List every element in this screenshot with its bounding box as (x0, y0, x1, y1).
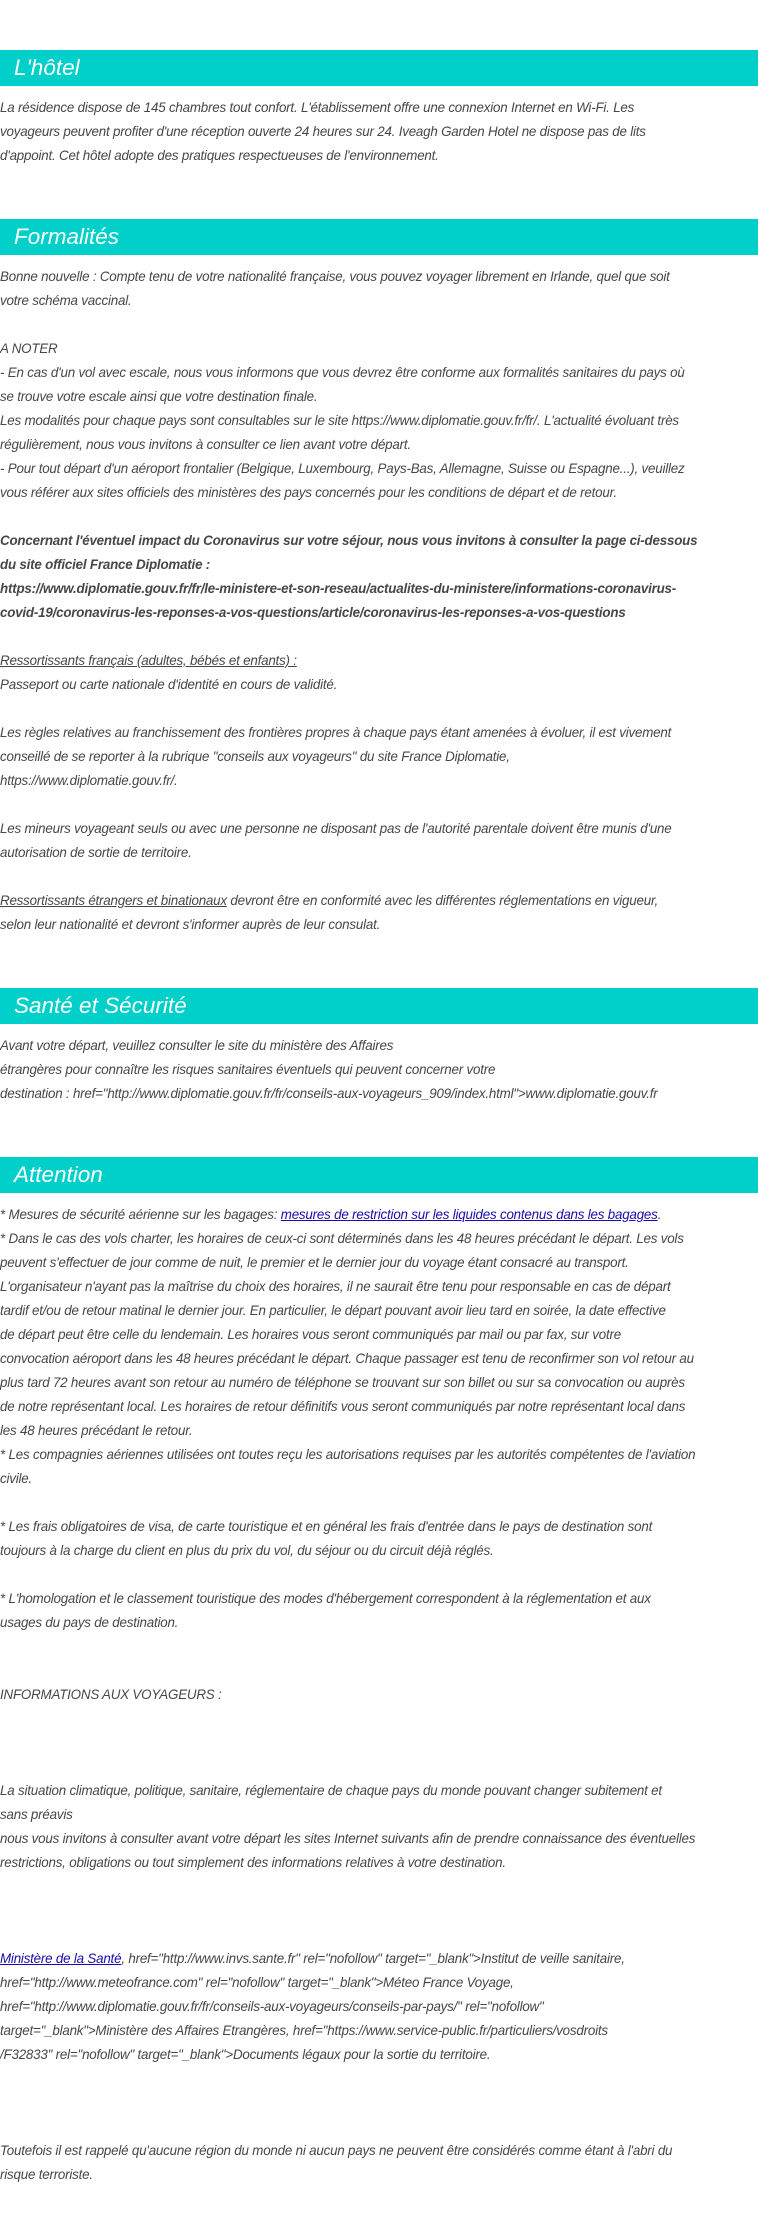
text-line: d'appoint. Cet hôtel adopte des pratiques respectueuses de l'environnement. (0, 148, 439, 163)
text-line: autorisation de sortie de territoire. (0, 845, 192, 860)
ministere-sante-link[interactable]: Ministère de la Santé (0, 1951, 122, 1966)
text-line: les 48 heures précédant le retour. (0, 1423, 193, 1438)
text-line: Les modalités pour chaque pays sont consultables sur le site https://www.diplomatie.gouv.fr/fr/. L'actualité évoluant très (0, 413, 679, 428)
text-line: /F32833" rel="nofollow" target="_blank">Documents légaux pour la sortie du territoire. (0, 2047, 491, 2062)
section-attention (0, 1157, 758, 2187)
text-span: * Mesures de sécurité aérienne sur les bagages: (0, 1207, 281, 1222)
text-line: de départ peut être celle du lendemain. Les horaires vous seront communiqués par mail ou par fax, sur votre (0, 1327, 621, 1342)
links-line (0, 1947, 758, 1971)
text-line: Passeport ou carte nationale d'identité en cours de validité. (0, 677, 338, 692)
text-line: L'organisateur n'ayant pas la maîtrise du choix des horaires, il ne saurait être tenu pour responsable en cas de départ (0, 1279, 671, 1294)
section-hotel (0, 50, 758, 168)
covid-notice-line: covid-19/coronavirus-les-reponses-a-vos-questions/article/coronavirus-les-reponses-a-vos-questions (0, 605, 626, 620)
text-line: votre schéma vaccinal. (0, 293, 132, 308)
covid-notice-line: du site officiel France Diplomatie : (0, 557, 211, 572)
liquides-restriction-link[interactable]: mesures de restriction sur les liquides contenus dans les bagages (280, 1207, 658, 1222)
text-line: toujours à la charge du client en plus du prix du vol, du séjour ou du circuit déjà réglés. (0, 1543, 494, 1558)
text-line: vous référer aux sites officiels des ministères des pays concernés pour les conditions de départ et de retour. (0, 485, 617, 500)
text-line: conseillé de se reporter à la rubrique "conseils aux voyageurs" du site France Diplomatie, (0, 749, 510, 764)
text-line: Avant votre départ, veuillez consulter le site du ministère des Affaires (0, 1038, 394, 1053)
text-line: plus tard 72 heures avant son retour au numéro de téléphone se trouvant sur son billet ou sur sa convocation ou auprès (0, 1375, 685, 1390)
ressortissants-francais-heading: Ressortissants français (adultes, bébés et enfants) : (0, 653, 297, 668)
text-line: usages du pays de destination. (0, 1615, 179, 1630)
covid-notice-line: Concernant l'éventuel impact du Coronavirus sur votre séjour, nous vous invitons à consulter la page ci-dessous (0, 533, 698, 548)
text-line: civile. (0, 1471, 33, 1486)
text-line: La résidence dispose de 145 chambres tout confort. L'établissement offre une connexion Internet en Wi-Fi. Les (0, 100, 635, 115)
text-line: href="http://www.diplomatie.gouv.fr/fr/conseils-aux-voyageurs/conseils-par-pays/" rel="nofollow" (0, 1999, 544, 2014)
section-formalites (0, 219, 758, 937)
text-line: étrangères pour connaître les risques sanitaires éventuels qui peuvent concerner votre (0, 1062, 496, 1077)
formalites-content (0, 265, 758, 937)
text-line: sans préavis (0, 1807, 73, 1822)
attention-content (0, 1203, 758, 2187)
text-line: https://www.diplomatie.gouv.fr/. (0, 773, 178, 788)
text-line: peuvent s'effectuer de jour comme de nuit, le premier et le dernier jour du voyage étant consacré au transport. (0, 1255, 629, 1270)
etrangers-line (0, 889, 758, 913)
text-line: href="http://www.meteofrance.com" rel="nofollow" target="_blank">Méteo France Voyage, (0, 1975, 514, 1990)
text-line: Bonne nouvelle : Compte tenu de votre nationalité française, vous pouvez voyager librement en Irlande, quel que soit (0, 269, 670, 284)
text-line: se trouve votre escale ainsi que votre destination finale. (0, 389, 318, 404)
section-title-attention: Attention (0, 1157, 758, 1193)
text-line: - En cas d'un vol avec escale, nous vous informons que vous devrez être conforme aux formalités sanitaires du pays où (0, 365, 685, 380)
text-span: . (657, 1207, 662, 1222)
text-line: convocation aéroport dans les 48 heures précédant le départ. Chaque passager est tenu de reconfirmer son vol retour au (0, 1351, 694, 1366)
text-line: * L'homologation et le classement touristique des modes d'hébergement correspondent à la réglementation et aux (0, 1591, 651, 1606)
sante-content (0, 1034, 758, 1106)
section-title-formalites: Formalités (0, 219, 758, 255)
section-sante (0, 988, 758, 1106)
text-line: - Pour tout départ d'un aéroport frontalier (Belgique, Luxembourg, Pays-Bas, Allemagne, Suisse ou Espagne...), veuillez (0, 461, 685, 476)
text-line: * Dans le cas des vols charter, les horaires de ceux-ci sont déterminés dans les 48 heures précédant le départ. Les vols (0, 1231, 684, 1246)
section-title-sante: Santé et Sécurité (0, 988, 758, 1024)
text-line: risque terroriste. (0, 2167, 93, 2182)
text-line: destination : href="http://www.diplomatie.gouv.fr/fr/conseils-aux-voyageurs_909/index.html">www.diplomatie.gouv.fr (0, 1086, 658, 1101)
hotel-description (0, 96, 758, 168)
informations-voyageurs-heading: INFORMATIONS AUX VOYAGEURS : (0, 1687, 222, 1702)
text-line: tardif et/ou de retour matinal le dernier jour. En particulier, le départ pouvant avoir lieu tard en soirée, la date effective (0, 1303, 666, 1318)
covid-notice-line: https://www.diplomatie.gouv.fr/fr/le-ministere-et-son-reseau/actualites-du-ministere/informations-coronavirus- (0, 581, 677, 596)
text-span: devront être en conformité avec les différentes réglementations en vigueur, (226, 893, 658, 908)
text-span: , href="http://www.invs.sante.fr" rel="nofollow" target="_blank">Institut de veille sanitaire, (121, 1951, 625, 1966)
text-line: * Les frais obligatoires de visa, de carte touristique et en général les frais d'entrée dans le pays de destination sont (0, 1519, 653, 1534)
ressortissants-etrangers-heading: Ressortissants étrangers et binationaux (0, 893, 227, 908)
section-title-hotel: L'hôtel (0, 50, 758, 86)
text-line: La situation climatique, politique, sanitaire, réglementaire de chaque pays du monde pouvant changer subitement et (0, 1783, 662, 1798)
text-line: target="_blank">Ministère des Affaires Etrangères, href="https://www.service-public.fr/particuliers/vosdroits (0, 2023, 608, 2038)
text-line: nous vous invitons à consulter avant votre départ les sites Internet suivants afin de prendre connaissance des éventuelles (0, 1831, 696, 1846)
text-line: Toutefois il est rappelé qu'aucune région du monde ni aucun pays ne peuvent être considérés comme étant à l'abri du (0, 2143, 673, 2158)
text-line: * Les compagnies aériennes utilisées ont toutes reçu les autorisations requises par les autorités compétentes de l'aviation (0, 1447, 696, 1462)
text-line: régulièrement, nous vous invitons à consulter ce lien avant votre départ. (0, 437, 411, 452)
text-line: selon leur nationalité et devront s'informer auprès de leur consulat. (0, 917, 381, 932)
text-line: Les règles relatives au franchissement des frontières propres à chaque pays étant amenées à évoluer, il est vivement (0, 725, 672, 740)
text-line: restrictions, obligations ou tout simplement des informations relatives à votre destination. (0, 1855, 506, 1870)
mesures-line (0, 1203, 758, 1227)
a-noter-heading: A NOTER (0, 341, 58, 356)
text-line: de notre représentant local. Les horaires de retour définitifs vous seront communiqués par notre représentant local dans (0, 1399, 686, 1414)
text-line: voyageurs peuvent profiter d'une réception ouverte 24 heures sur 24. Iveagh Garden Hotel ne dispose pas de lits (0, 124, 646, 139)
text-line: Les mineurs voyageant seuls ou avec une personne ne disposant pas de l'autorité parentale doivent être munis d'une (0, 821, 672, 836)
